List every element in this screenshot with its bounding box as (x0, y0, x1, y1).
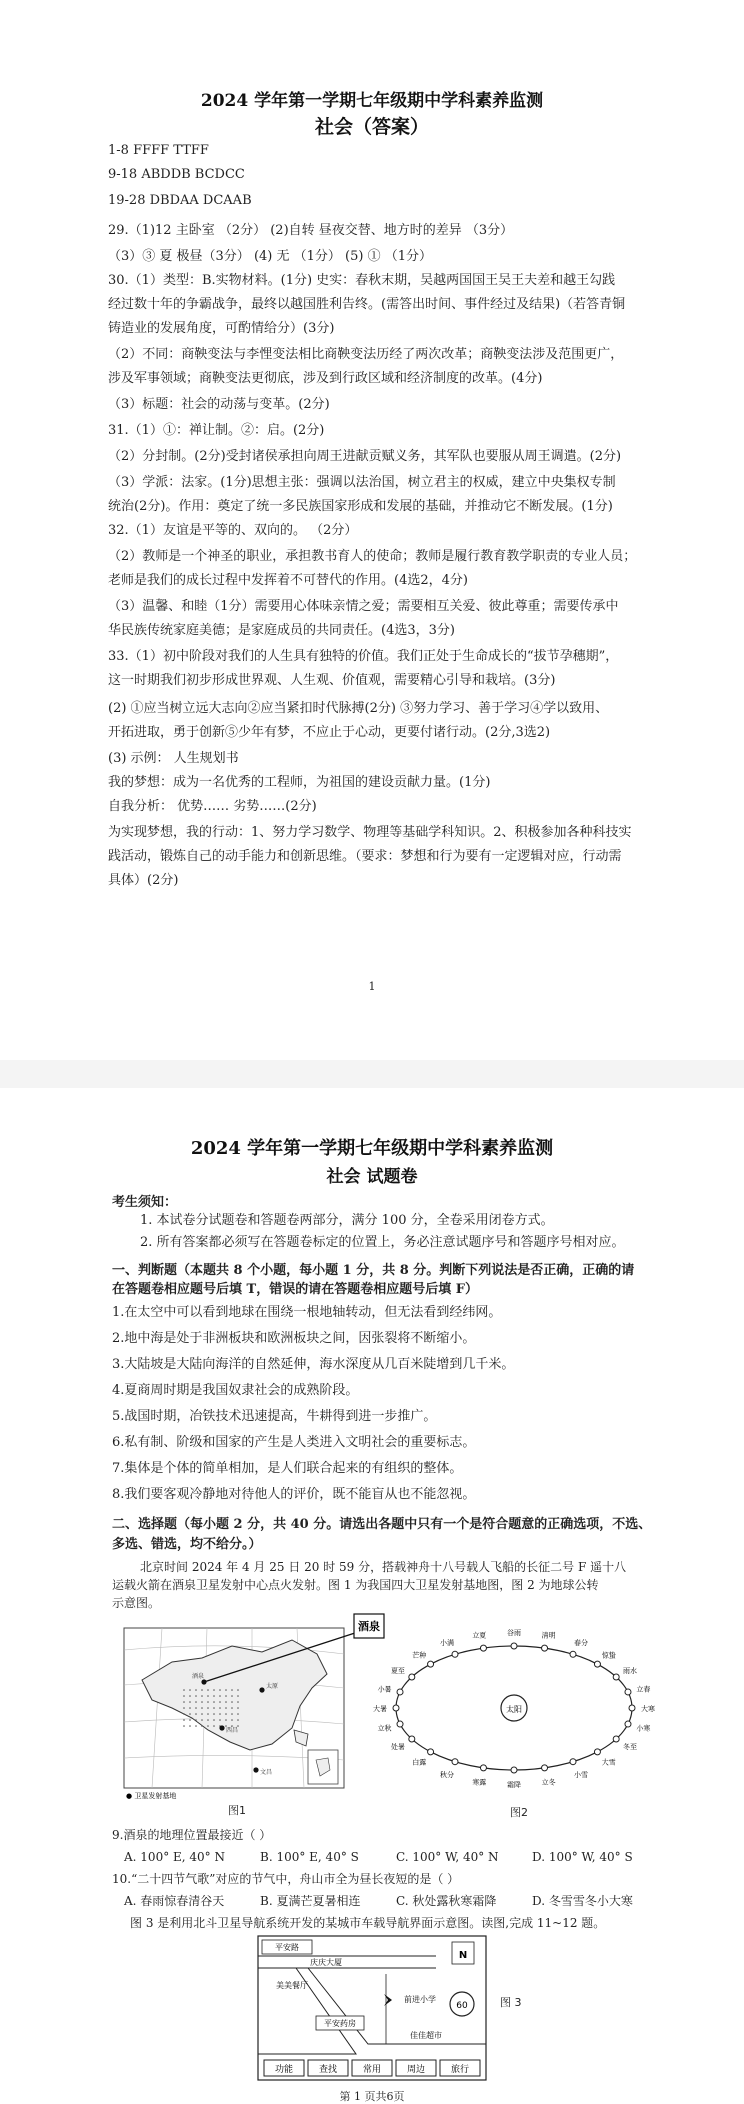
notice-1: 1. 本试卷分试题卷和答题卷两部分，满分 100 分，全卷采用闭卷方式。 (140, 1213, 554, 1228)
page-number: 1 (368, 980, 376, 993)
answer-line: 具体）(2分) (108, 873, 179, 888)
solar-term-label: 霜降 (507, 1781, 521, 1789)
option-d: D. 冬雪雪冬小大寒 (532, 1894, 633, 1908)
answer-line: （2）教师是一个神圣的职业，承担教书育人的使命；教师是履行教育教学职责的专业人员； (108, 549, 637, 564)
orbit-point (613, 1674, 619, 1680)
answer-line: （3）学派：法家。(1分)思想主张：强调以法治国，树立君主的权威，建立中央集权专制 (108, 475, 616, 490)
figure-2-orbit (368, 1610, 660, 1806)
option-a: A. 春雨惊春清谷天 (124, 1894, 225, 1908)
answer-line: 开拓进取，勇于创新⑤少年有梦，不应止于心动，更要付诸行动。(2分,3选2) (108, 725, 551, 740)
answer-line: 老师是我们的成长过程中发挥着不可替代的作用。(4选2，4分) (108, 573, 468, 588)
solar-term-label: 秋分 (440, 1770, 454, 1779)
answer-line: 我的梦想：成为一名优秀的工程师，为祖国的建设贡献力量。(1分) (108, 775, 491, 790)
place-label-taiyuan: 太原 (266, 1683, 279, 1690)
option-b: B. 100° E, 40° S (260, 1850, 359, 1864)
nav-button-label: 周边 (406, 2065, 426, 2075)
orbit-point (625, 1689, 631, 1695)
pharmacy-label: 平安药房 (324, 2019, 356, 2028)
nav-button-label: 常用 (362, 2065, 382, 2075)
answer-line: 铸造业的发展角度，可酌情给分）(3分) (108, 321, 335, 336)
solar-term-label: 大寒 (641, 1705, 655, 1713)
orbit-point (629, 1705, 635, 1711)
judge-item: 7.集体是个体的简单相加，是人们联合起来的有组织的整体。 (112, 1461, 463, 1476)
orbit-point (409, 1736, 415, 1742)
judge-item: 3.大陆坡是大陆向海洋的自然延伸，海水深度从几百米陡增到几千米。 (112, 1357, 515, 1372)
figure-1-caption: 图1 (228, 1804, 246, 1817)
orbit-point (452, 1651, 458, 1657)
orbit-point (613, 1736, 619, 1742)
solar-term-label: 立秋 (377, 1724, 392, 1733)
orbit-point (594, 1661, 600, 1667)
answer-line: 19-28 DBDAA DCAAB (108, 193, 252, 208)
answer-line: 32.（1）友谊是平等的、双向的。 （2分） (108, 523, 358, 538)
solar-term-label: 小雪 (574, 1770, 588, 1779)
orbit-point (397, 1721, 403, 1727)
restaurant-label: 美美餐厅 (276, 1981, 308, 1990)
figure-1-map (122, 1610, 386, 1802)
passage-3: 示意图。 (112, 1596, 161, 1610)
passage-2: 运载火箭在酒泉卫星发射中心点火发射。图 1 为我国四大卫星发射基地图，图 2 为地球公转 (112, 1578, 599, 1592)
solar-term-label: 立春 (636, 1685, 651, 1694)
orbit-point (542, 1765, 548, 1771)
answer-title: 2024 学年第一学期七年级期中学科素养监测 (200, 91, 544, 111)
answer-line: 经过数十年的争霸战争，最终以越国胜利告终。(需答出时间、事件经过及结果)（若答青铜 (108, 297, 626, 312)
solar-term-label: 白露 (412, 1758, 427, 1767)
school-label: 前进小学 (404, 1995, 436, 2004)
exam-subtitle: 社会 试题卷 (326, 1167, 418, 1187)
orbit-point (570, 1651, 576, 1657)
solar-term-label: 惊蛰 (601, 1651, 616, 1660)
answer-line: 33.（1）初中阶段对我们的人生具有独特的价值。我们正处于生命成长的“拔节孕穗期”， (108, 649, 619, 664)
solar-term-label: 雨水 (623, 1667, 638, 1675)
answer-line: （2）不同：商鞅变法与李悝变法相比商鞅变法历经了两次改革；商鞅变法涉及范围更广， (108, 347, 624, 362)
exam-footer: 第 1 页共6页 (339, 2090, 405, 2103)
orbit-point (594, 1749, 600, 1755)
nav-button-label: 查找 (318, 2065, 338, 2075)
answer-line: （2）分封制。(2分)受封诸侯承担向周王进献贡赋义务，其军队也要服从周王调遣。(2分) (108, 449, 622, 464)
answer-line: 涉及军事领域；商鞅变法更彻底，涉及到行政区域和经济制度的改革。(4分) (108, 371, 543, 386)
jiuquan-callout: 酒泉 (358, 1620, 380, 1633)
exam-title: 2024 学年第一学期七年级期中学科素养监测 (190, 1138, 554, 1159)
answer-line: （3）温馨、和睦（1分）需要用心体味亲情之爱；需要相互关爱、彼此尊重；需要传承中 (108, 599, 619, 614)
judge-item: 8.我们要客观冷静地对待他人的评价，既不能盲从也不能忽视。 (112, 1487, 476, 1502)
answer-line: 9-18 ABDDB BCDCC (108, 167, 245, 182)
section1-heading-1: 一、判断题（本题共 8 个小题，每小题 1 分，共 8 分。判断下列说法是否正确，正确的请 (112, 1263, 635, 1278)
option-c: C. 秋处露秋寒霜降 (396, 1894, 497, 1908)
wenchang-marker (253, 1767, 258, 1772)
answer-line: （3）标题：社会的动荡与变革。(2分) (108, 397, 330, 412)
solar-term-label: 大雪 (601, 1758, 616, 1767)
exam-page (0, 1088, 744, 2104)
judge-item: 6.私有制、阶级和国家的产生是人类进入文明社会的重要标志。 (112, 1435, 476, 1450)
answer-line: 统治(2分)。作用：奠定了统一多民族国家形成和发展的基础，并推动它不断发展。(1分) (108, 499, 613, 514)
question-10: 10.“二十四节气歌”对应的节气中，舟山市全为昼长夜短的是（ ） (112, 1872, 460, 1886)
question-9: 9.酒泉的地理位置最接近（ ） (112, 1828, 272, 1842)
answer-line: 践活动，锻炼自己的动手能力和创新思维。（要求：梦想和行为要有一定逻辑对应，行动需 (108, 849, 622, 864)
solar-term-label: 立夏 (472, 1631, 487, 1640)
answer-line: （3）③ 夏 极昼（3分） (4) 无 （1分） (5) ① （1分） (108, 249, 432, 264)
place-label-jiuquan: 酒泉 (192, 1673, 205, 1680)
answer-line: 1-8 FFFF TTFF (108, 143, 209, 158)
solar-term-label: 春分 (574, 1639, 588, 1648)
figure-3-navigation (256, 1934, 488, 2084)
answer-line: 华民族传统家庭美德；是家庭成员的共同责任。(4选3，3分) (108, 623, 455, 638)
market-label: 佳佳超市 (410, 2031, 442, 2040)
option-a: A. 100° E, 40° N (124, 1850, 225, 1864)
nav-button-label: 旅行 (450, 2065, 470, 2075)
section2-heading-2: 多选、错选，均不给分。） (112, 1537, 262, 1552)
passage-1: 北京时间 2024 年 4 月 25 日 20 时 59 分，搭载神舟十八号载人飞船的长征二号 F 遥十八 (140, 1560, 627, 1574)
solar-term-label: 小寒 (636, 1724, 651, 1733)
road-label: 平安路 (275, 1943, 299, 1952)
orbit-point (480, 1645, 486, 1651)
figure-3-intro: 图 3 是利用北斗卫星导航系统开发的某城市车载导航界面示意图。读图,完成 11~12 题。 (130, 1916, 606, 1930)
section1-heading-2: 在答题卷相应题号后填 T，错误的请在答题卷相应题号后填 F） (112, 1282, 478, 1297)
solar-term-label: 冬至 (623, 1743, 638, 1751)
orbit-point (511, 1643, 517, 1649)
north-label: N (458, 1950, 468, 1961)
judge-item: 1.在太空中可以看到地球在围绕一根地轴转动，但无法看到经纬网。 (112, 1305, 502, 1320)
option-b: B. 夏满芒夏暑相连 (260, 1894, 361, 1908)
orbit-point (625, 1721, 631, 1727)
orbit-point (409, 1674, 415, 1680)
solar-term-label: 处暑 (390, 1743, 405, 1751)
figure-3-caption: 图 3 (500, 1996, 522, 2009)
orbit-point (480, 1765, 486, 1771)
orbit-point (542, 1645, 548, 1651)
solar-term-label: 小满 (440, 1639, 454, 1648)
judge-item: 5.战国时期，冶铁技术迅速提高，牛耕得到进一步推广。 (112, 1409, 437, 1424)
orbit-point (397, 1689, 403, 1695)
sun-label: 太阳 (506, 1705, 522, 1714)
xichang-marker (219, 1725, 224, 1730)
answer-line: 自我分析： 优势…… 劣势……(2分) (108, 799, 317, 814)
figure-2-caption: 图2 (510, 1806, 528, 1819)
orbit-point (428, 1749, 434, 1755)
page-gap (0, 1060, 744, 1088)
answer-line: 30.（1）类型：B.实物材料。(1分) 史实：春秋末期，吴越两国国王吴王夫差和越王勾践 (108, 273, 616, 288)
judge-item: 2.地中海是处于非洲板块和欧洲板块之间，因张裂将不断缩小。 (112, 1331, 476, 1346)
solar-term-label: 芒种 (412, 1651, 427, 1660)
place-label-wenchang: 文昌 (260, 1769, 273, 1776)
orbit-point (570, 1759, 576, 1765)
solar-term-label: 寒露 (472, 1778, 487, 1787)
section2-heading-1: 二、选择题（每小题 2 分，共 40 分。请选出各题中只有一个是符合题意的正确选项，不选、 (112, 1517, 652, 1532)
orbit-point (511, 1767, 517, 1773)
nav-button-label: 功能 (274, 2065, 294, 2075)
fig1-legend: ● 卫星发射基地 (126, 1792, 177, 1800)
solar-term-label: 立冬 (541, 1778, 556, 1787)
solar-term-label: 大暑 (373, 1705, 387, 1713)
orbit-point (452, 1759, 458, 1765)
solar-term-label: 小暑 (377, 1685, 392, 1694)
option-c: C. 100° W, 40° N (396, 1850, 499, 1864)
answer-line: 31.（1）①：禅让制。②：启。(2分) (108, 423, 325, 438)
solar-term-label: 谷雨 (507, 1629, 521, 1637)
answer-line: 29.（1)12 主卧室 （2分） (2)自转 昼夜交替、地方时的差异 （3分） (108, 223, 514, 238)
orbit-point (428, 1661, 434, 1667)
answer-subtitle: 社会（答案） (314, 116, 429, 138)
option-d: D. 100° W, 40° S (532, 1850, 633, 1864)
building-label: 庆庆大厦 (310, 1958, 342, 1967)
answer-line: (2) ①应当树立远大志向②应当紧扣时代脉搏(2分) ③努力学习、善于学习④学以致用、 (108, 701, 609, 716)
place-label-xichang: 西昌 (226, 1727, 239, 1734)
answer-line: 这一时期我们初步形成世界观、人生观、价值观，需要精心引导和栽培。(3分) (108, 673, 556, 688)
solar-term-label: 清明 (541, 1631, 556, 1640)
judge-item: 4.夏商周时期是我国奴隶社会的成熟阶段。 (112, 1383, 359, 1398)
answer-line: (3) 示例： 人生规划书 (108, 751, 239, 766)
taiyuan-marker (259, 1687, 264, 1692)
notice-heading: 考生须知： (112, 1195, 178, 1210)
orbit-point (393, 1705, 399, 1711)
solar-term-label: 夏至 (390, 1667, 405, 1675)
notice-2: 2. 所有答案都必须写在答题卷标定的位置上，务必注意试题序号和答题序号相对应。 (140, 1235, 625, 1250)
answer-line: 为实现梦想，我的行动：1、努力学习数学、物理等基础学科知识。2、积极参加各种科技实 (108, 825, 632, 840)
speed-limit: 60 (456, 2001, 468, 2011)
